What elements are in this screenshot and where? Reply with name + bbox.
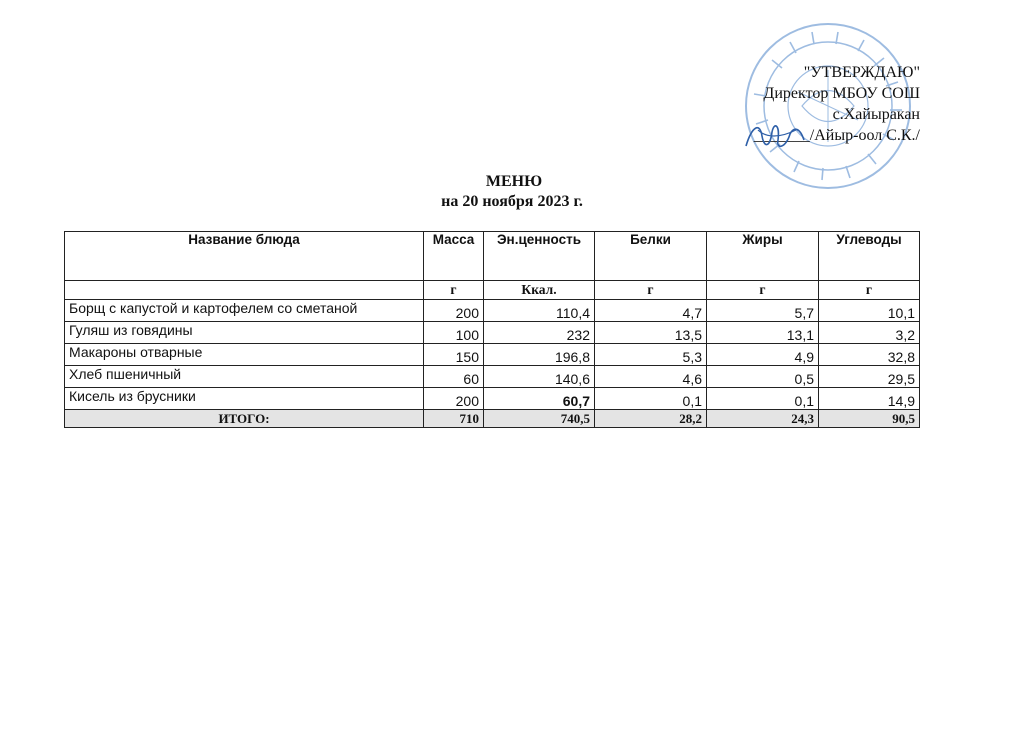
dish-name: Гуляш из говядины	[65, 322, 424, 344]
unit-fat: г	[707, 281, 819, 300]
total-carbs: 90,5	[819, 410, 920, 428]
fat-value: 5,7	[707, 300, 819, 322]
unit-dish-name	[65, 281, 424, 300]
unit-protein: г	[595, 281, 707, 300]
mass-value: 200	[424, 388, 484, 410]
fat-value: 0,1	[707, 388, 819, 410]
approval-place: с.Хайыракан	[832, 106, 920, 123]
dish-name: Макароны отварные	[65, 344, 424, 366]
total-label: ИТОГО:	[65, 410, 424, 428]
menu-date: на 20 ноября 2023 г.	[441, 193, 583, 210]
protein-value: 4,7	[595, 300, 707, 322]
carbs-value: 14,9	[819, 388, 920, 410]
energy-value: 196,8	[484, 344, 595, 366]
protein-value: 5,3	[595, 344, 707, 366]
dish-name: Борщ с капустой и картофелем со сметаной	[65, 300, 424, 322]
header-dish-name: Название блюда	[65, 232, 424, 281]
table-row	[65, 344, 920, 366]
mass-value: 60	[424, 366, 484, 388]
energy-value: 60,7	[484, 388, 595, 410]
table-row	[65, 366, 920, 388]
total-row	[65, 410, 920, 428]
mass-value: 200	[424, 300, 484, 322]
total-protein: 28,2	[595, 410, 707, 428]
mass-value: 150	[424, 344, 484, 366]
header-row	[65, 232, 920, 281]
dish-name: Кисель из брусники	[65, 388, 424, 410]
fat-value: 13,1	[707, 322, 819, 344]
unit-carbs: г	[819, 281, 920, 300]
table-row	[65, 322, 920, 344]
carbs-value: 29,5	[819, 366, 920, 388]
protein-value: 4,6	[595, 366, 707, 388]
header-mass: Масса	[424, 232, 484, 281]
approval-position: Директор МБОУ СОШ	[763, 85, 920, 102]
energy-value: 140,6	[484, 366, 595, 388]
approval-signature-line: _______/Айыр-оол С.К./	[753, 127, 920, 144]
total-mass: 710	[424, 410, 484, 428]
menu-table	[64, 231, 920, 428]
total-energy: 740,5	[484, 410, 595, 428]
fat-value: 0,5	[707, 366, 819, 388]
carbs-value: 3,2	[819, 322, 920, 344]
total-fat: 24,3	[707, 410, 819, 428]
carbs-value: 32,8	[819, 344, 920, 366]
unit-mass: г	[424, 281, 484, 300]
header-protein: Белки	[595, 232, 707, 281]
protein-value: 13,5	[595, 322, 707, 344]
mass-value: 100	[424, 322, 484, 344]
protein-value: 0,1	[595, 388, 707, 410]
header-carbs: Углеводы	[819, 232, 920, 281]
unit-energy: Ккал.	[484, 281, 595, 300]
header-energy: Эн.ценность	[484, 232, 595, 281]
header-fat: Жиры	[707, 232, 819, 281]
menu-heading: МЕНЮ	[485, 173, 543, 190]
table-row	[65, 300, 920, 322]
energy-value: 232	[484, 322, 595, 344]
units-row	[65, 281, 920, 300]
table-row	[65, 388, 920, 410]
fat-value: 4,9	[707, 344, 819, 366]
energy-value: 110,4	[484, 300, 595, 322]
carbs-value: 10,1	[819, 300, 920, 322]
signature-scribble	[740, 118, 810, 154]
dish-name: Хлеб пшеничный	[65, 366, 424, 388]
approval-heading: "УТВЕРЖДАЮ"	[803, 64, 920, 81]
